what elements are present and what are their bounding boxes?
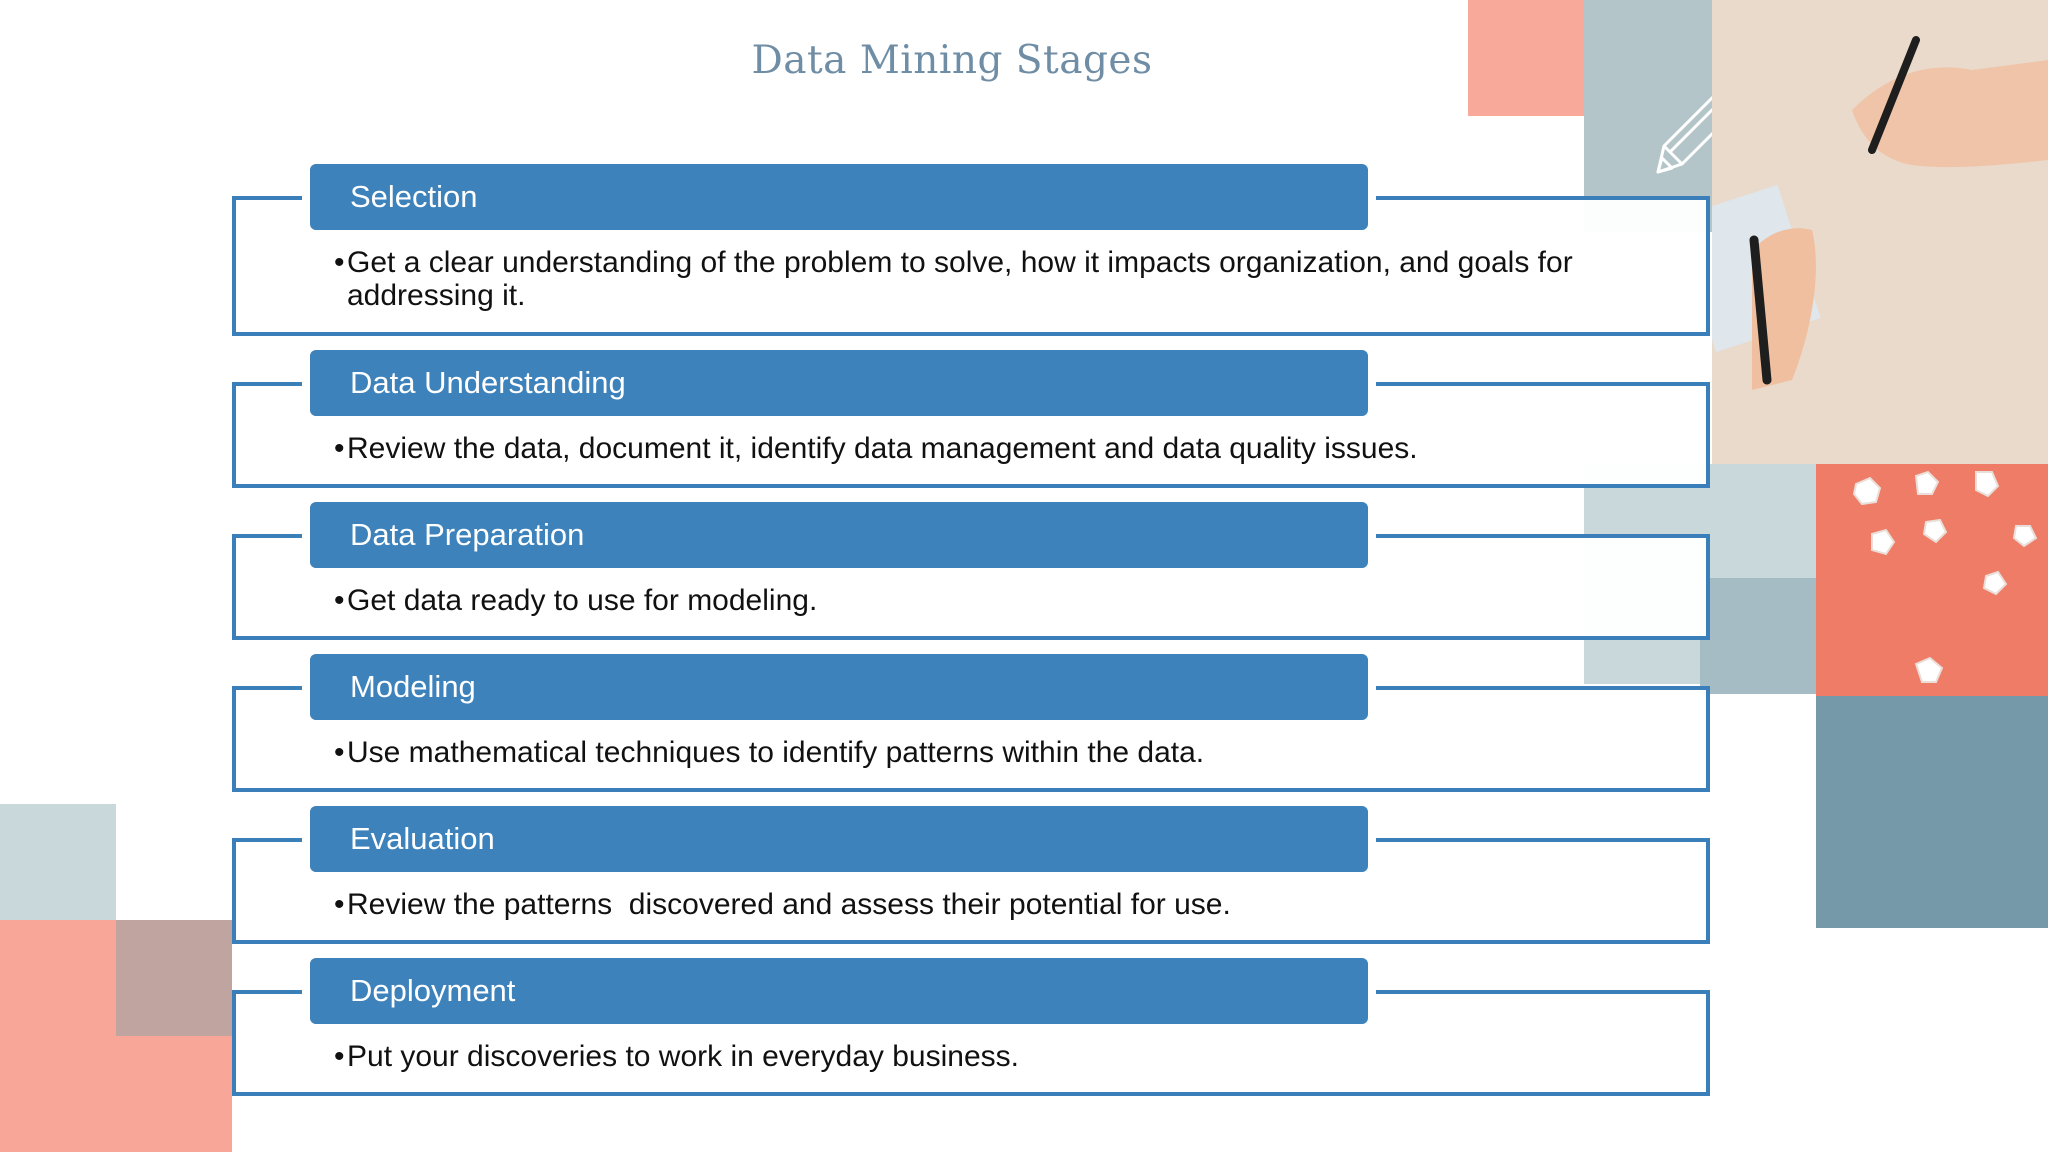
stage-heading: Deployment <box>310 958 1368 1024</box>
stage-deployment <box>232 958 1710 1096</box>
stage-description-text: Review the patterns discovered and assess their potential for use. <box>347 888 1231 921</box>
stage-heading: Data Understanding <box>310 350 1368 416</box>
paper-balls-photo <box>1816 464 2048 696</box>
stage-selection <box>232 164 1710 336</box>
stage-description <box>334 584 1677 617</box>
stage-heading: Modeling <box>310 654 1368 720</box>
slate-block-mid <box>1700 578 1816 694</box>
bullet-marker: • <box>334 1040 345 1073</box>
stage-evaluation <box>232 806 1710 944</box>
bullet-marker: • <box>334 888 345 921</box>
slide-title: Data Mining Stages <box>751 38 1153 83</box>
stage-heading: Data Preparation <box>310 502 1368 568</box>
stage-heading: Evaluation <box>310 806 1368 872</box>
mauve-block-bottom-left <box>116 920 232 1036</box>
stage-description <box>334 736 1677 769</box>
stage-description-text: Put your discoveries to work in everyday business. <box>347 1040 1019 1073</box>
stage-description-text: Review the data, document it, identify data management and data quality issues. <box>347 432 1418 465</box>
stage-description-text: Get data ready to use for modeling. <box>347 584 818 617</box>
sage-block-bottom-left <box>0 804 116 920</box>
stage-data-understanding <box>232 350 1710 488</box>
stage-data-preparation <box>232 502 1710 640</box>
stage-description <box>334 1040 1677 1073</box>
stage-description-text: Get a clear understanding of the problem to solve, how it impacts organization, and goals for addressing it. <box>347 246 1573 312</box>
bullet-marker: • <box>334 432 345 465</box>
slate-block-right <box>1816 696 2048 928</box>
bullet-marker: • <box>334 246 345 279</box>
stage-heading: Selection <box>310 164 1368 230</box>
bullet-marker: • <box>334 736 345 769</box>
stage-description <box>334 432 1677 465</box>
stage-description <box>334 888 1677 921</box>
bullet-marker: • <box>334 584 345 617</box>
stage-description-text: Use mathematical techniques to identify patterns within the data. <box>347 736 1205 769</box>
stage-modeling <box>232 654 1710 792</box>
stage-description <box>334 246 1677 312</box>
